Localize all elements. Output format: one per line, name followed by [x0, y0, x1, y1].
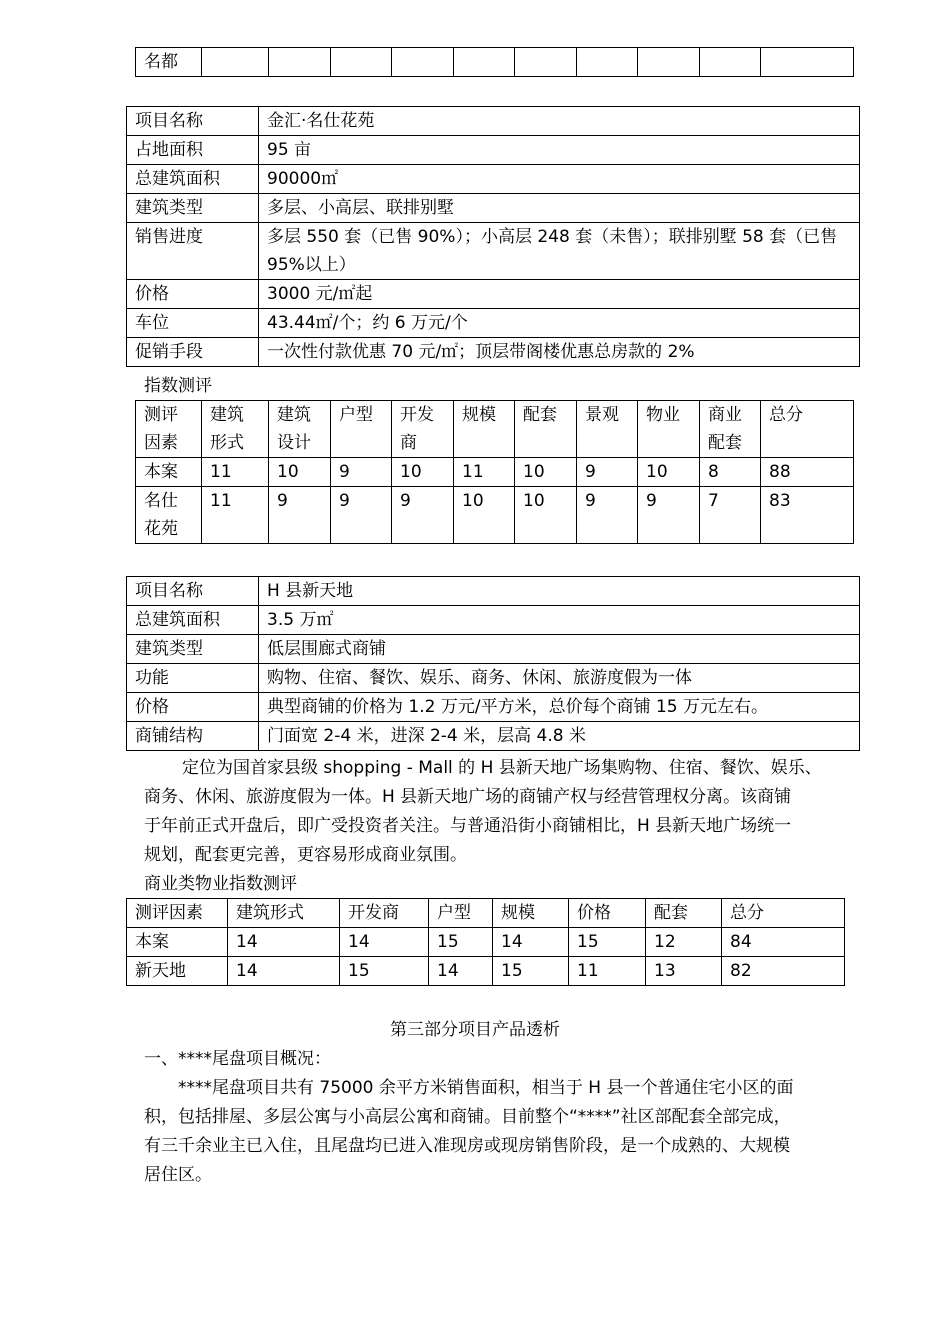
header-cell: 开发商 — [392, 401, 454, 458]
table-commercial-evaluation — [126, 898, 845, 986]
table-cell: 83 — [761, 487, 854, 544]
table-cell — [454, 48, 515, 77]
table-cell: 15 — [493, 957, 569, 986]
row-label: 车位 — [127, 309, 259, 338]
table-cell: 9 — [577, 458, 638, 487]
table-cell — [515, 48, 577, 77]
table-row — [127, 136, 860, 165]
row-label: 销售进度 — [127, 223, 259, 280]
row-label: 项目名称 — [127, 577, 259, 606]
row-value: 购物、住宿、餐饮、娱乐、商务、休闲、旅游度假为一体 — [259, 664, 860, 693]
table-cell: 10 — [269, 458, 331, 487]
table-cell — [577, 48, 638, 77]
row-label: 建筑类型 — [127, 635, 259, 664]
table-cell: 13 — [646, 957, 722, 986]
table-mingshi-info — [126, 106, 860, 367]
table-cell: 12 — [646, 928, 722, 957]
row-value: 43.44㎡/个；约 6 万元/个 — [259, 309, 860, 338]
header-cell: 总分 — [761, 401, 854, 458]
table-cell: 本案 — [127, 928, 228, 957]
table-cell: 9 — [331, 487, 392, 544]
table-cell: 10 — [515, 458, 577, 487]
paragraph-line: 居住区。 — [144, 1165, 212, 1185]
table-cell: 14 — [340, 928, 429, 957]
table-row — [127, 722, 860, 751]
table-row — [127, 957, 845, 986]
paragraph-line: 商务、休闲、旅游度假为一体。H 县新天地广场的商铺产权与经营管理权分离。该商铺 — [144, 787, 792, 807]
header-cell: 户型 — [429, 899, 493, 928]
table-cell: 8 — [700, 458, 761, 487]
table-cell: 9 — [392, 487, 454, 544]
table-cell: 9 — [269, 487, 331, 544]
row-value: 多层 550 套（已售 90%）；小高层 248 套（未售）；联排别墅 58 套（已售 95%以上） — [259, 223, 860, 280]
row-value: H 县新天地 — [259, 577, 860, 606]
header-cell: 户型 — [331, 401, 392, 458]
paragraph-line: 于年前正式开盘后，即广受投资者关注。与普通沿街小商铺相比，H 县新天地广场统一 — [144, 816, 792, 836]
table-cell: 7 — [700, 487, 761, 544]
table-cell: 10 — [515, 487, 577, 544]
header-cell: 建筑形式 — [228, 899, 340, 928]
table-cell — [392, 48, 454, 77]
table-cell: 14 — [429, 957, 493, 986]
table-cell: 本案 — [136, 458, 202, 487]
header-cell: 建筑设计 — [269, 401, 331, 458]
table-row — [136, 458, 854, 487]
section-paragraph — [144, 1074, 904, 1190]
header-cell: 测评因素 — [136, 401, 202, 458]
header-cell: 总分 — [722, 899, 845, 928]
table-cell: 14 — [493, 928, 569, 957]
row-value: 门面宽 2-4 米，进深 2-4 米，层高 4.8 米 — [259, 722, 860, 751]
index-label: 指数测评 — [144, 376, 212, 396]
xintiandi-description — [144, 754, 904, 870]
row-value: 90000㎡ — [259, 165, 860, 194]
table-row — [127, 577, 860, 606]
row-value: 95 亩 — [259, 136, 860, 165]
table-cell: 新天地 — [127, 957, 228, 986]
table-header-row — [136, 401, 854, 458]
row-label: 商铺结构 — [127, 722, 259, 751]
row-label: 占地面积 — [127, 136, 259, 165]
table-cell: 15 — [569, 928, 646, 957]
table-row — [127, 664, 860, 693]
table-row — [127, 165, 860, 194]
row-label: 总建筑面积 — [127, 165, 259, 194]
row-value: 金汇·名仕花苑 — [259, 107, 860, 136]
header-cell: 配套 — [646, 899, 722, 928]
table-row — [127, 194, 860, 223]
table-row — [127, 309, 860, 338]
table-row — [127, 928, 845, 957]
row-label: 建筑类型 — [127, 194, 259, 223]
header-cell: 价格 — [569, 899, 646, 928]
table-cell: 11 — [202, 487, 269, 544]
table-cell: 10 — [392, 458, 454, 487]
table-header-row — [127, 899, 845, 928]
header-cell: 配套 — [515, 401, 577, 458]
table-row — [127, 107, 860, 136]
table-cell: 名都 — [136, 48, 202, 77]
row-value: 典型商铺的价格为 1.2 万元/平方米，总价每个商铺 15 万元左右。 — [259, 693, 860, 722]
table-row — [127, 338, 860, 367]
header-cell: 商业配套 — [700, 401, 761, 458]
header-cell: 规模 — [493, 899, 569, 928]
section-subtitle: 一、****尾盘项目概况： — [144, 1049, 331, 1069]
table-cell: 88 — [761, 458, 854, 487]
row-value: 3000 元/㎡起 — [259, 280, 860, 309]
paragraph-line: 积，包括排屋、多层公寓与小高层公寓和商铺。目前整个“****”社区部配套全部完成， — [144, 1107, 791, 1127]
paragraph-line: 定位为国首家县级 shopping - Mall 的 H 县新天地广场集购物、住宿、餐饮、娱乐、 — [182, 758, 822, 778]
table-cell: 15 — [340, 957, 429, 986]
table-cell: 11 — [454, 458, 515, 487]
header-cell: 景观 — [577, 401, 638, 458]
table-cell: 9 — [638, 487, 700, 544]
header-cell: 测评因素 — [127, 899, 228, 928]
table-row — [127, 223, 860, 280]
header-cell: 开发商 — [340, 899, 429, 928]
table-cell — [202, 48, 269, 77]
table-xintiandi-info — [126, 576, 860, 751]
section-title: 第三部分项目产品透析 — [390, 1020, 560, 1040]
header-cell: 建筑形式 — [202, 401, 269, 458]
commercial-label: 商业类物业指数测评 — [144, 874, 297, 894]
table-cell — [269, 48, 331, 77]
table-cell: 15 — [429, 928, 493, 957]
table-cell: 82 — [722, 957, 845, 986]
table-mingdu-row — [135, 47, 854, 77]
table-cell — [331, 48, 392, 77]
table-cell: 9 — [577, 487, 638, 544]
table-cell: 84 — [722, 928, 845, 957]
table-row — [136, 487, 854, 544]
row-label: 价格 — [127, 280, 259, 309]
table-row — [127, 693, 860, 722]
table-cell: 11 — [202, 458, 269, 487]
row-value: 低层围廊式商铺 — [259, 635, 860, 664]
row-label: 项目名称 — [127, 107, 259, 136]
row-label: 功能 — [127, 664, 259, 693]
table-row — [127, 635, 860, 664]
table-cell: 10 — [454, 487, 515, 544]
table-row — [136, 48, 854, 77]
table-row — [127, 280, 860, 309]
header-cell: 物业 — [638, 401, 700, 458]
paragraph-line: 有三千余业主已入住，且尾盘均已进入准现房或现房销售阶段，是一个成熟的、大规模 — [144, 1136, 790, 1156]
table-cell: 名仕花苑 — [136, 487, 202, 544]
table-cell: 10 — [638, 458, 700, 487]
table-row — [127, 606, 860, 635]
paragraph-line: ****尾盘项目共有 75000 余平方米销售面积，相当于 H 县一个普通住宅小区的面 — [178, 1078, 794, 1098]
row-label: 总建筑面积 — [127, 606, 259, 635]
table-cell: 14 — [228, 957, 340, 986]
row-value: 3.5 万㎡ — [259, 606, 860, 635]
table-cell: 9 — [331, 458, 392, 487]
table-cell — [761, 48, 854, 77]
row-value: 多层、小高层、联排别墅 — [259, 194, 860, 223]
table-cell — [700, 48, 761, 77]
table-cell: 11 — [569, 957, 646, 986]
header-cell: 规模 — [454, 401, 515, 458]
paragraph-line: 规划，配套更完善，更容易形成商业氛围。 — [144, 845, 467, 865]
row-label: 促销手段 — [127, 338, 259, 367]
table-index-evaluation — [135, 400, 854, 544]
table-cell: 14 — [228, 928, 340, 957]
row-label: 价格 — [127, 693, 259, 722]
table-cell — [638, 48, 700, 77]
row-value: 一次性付款优惠 70 元/㎡；顶层带阁楼优惠总房款的 2% — [259, 338, 860, 367]
